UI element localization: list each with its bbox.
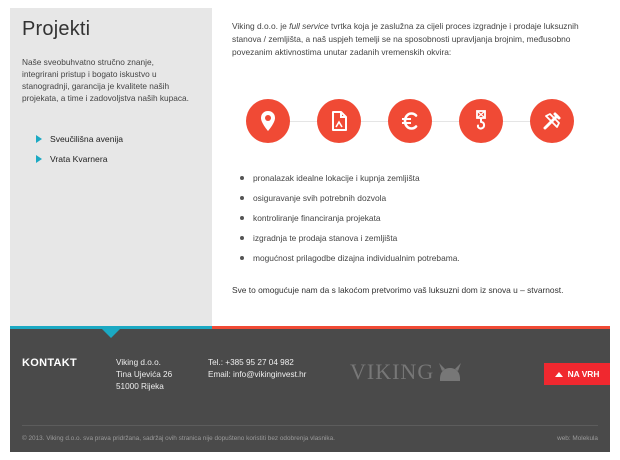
project-link-label: Vrata Kvarnera [50, 154, 108, 164]
tools-icon [530, 99, 574, 143]
project-list [36, 134, 123, 174]
page-frame [10, 8, 610, 452]
footer-divider [22, 425, 598, 426]
list-item: pronalazak idealne lokacije i kupnja zemljišta [240, 173, 460, 193]
list-item: mogućnost prilagodbe dizajna individualnim potrebama. [240, 253, 460, 273]
closing-paragraph: Sve to omogućuje nam da s lakoćom pretvorimo vaš luksuzni dom iz snova u – stvarnost. [232, 285, 564, 295]
footer-address [116, 357, 172, 393]
location-pin-icon [246, 99, 290, 143]
triangle-bullet-icon [36, 155, 42, 163]
copyright-text: © 2013. Viking d.o.o. sva prava pridržana, sadržaj ovih stranica nije dopušteno koristiti bez odobrenja vlasnika. [22, 435, 335, 442]
project-link-vrata-kvarnera[interactable] [36, 154, 123, 164]
list-item: osiguravanje svih potrebnih dozvola [240, 193, 460, 213]
project-link-sveucilisna-avenija[interactable] [36, 134, 123, 144]
company-name: Viking d.o.o. [116, 358, 161, 367]
sidebar [10, 8, 212, 326]
footer-contact-info [208, 357, 306, 381]
intro-text-end: tvrtka koja je zaslužna za cijeli proces izgradnje i prodaje luksuznih stanova / zemljišta, a naš uspjeh temelji se na sposobnosti upravljanja brojnim, međusobno povezanim aktivnostima unutar zadanih vremenskih okvira: [232, 21, 579, 57]
page-title: Projekti [22, 18, 91, 40]
list-item: kontroliranje financiranja projekata [240, 213, 460, 233]
back-to-top-label: NA VRH [567, 369, 600, 379]
list-item: izgradnja te prodaja stanova i zemljišta [240, 233, 460, 253]
footer-contact-heading: KONTAKT [22, 357, 78, 369]
logo-wordmark: VIKING [350, 359, 435, 384]
crane-hook-icon [459, 99, 503, 143]
euro-icon [388, 99, 432, 143]
arrow-up-icon [555, 372, 563, 377]
sidebar-intro: Naše sveobuhvatno stručno znanje, integrirani pristup i bogato iskustvo u stanogradnji, garancija je kvalitete naših projekata, a time i zadovoljstva naših kupaca. [22, 57, 189, 103]
main-content [232, 20, 592, 295]
footer [10, 329, 610, 452]
city-address: 51000 Rijeka [116, 382, 164, 391]
back-to-top-button[interactable] [544, 363, 610, 385]
intro-text-start: Viking d.o.o. je [232, 21, 290, 31]
service-icon-row [246, 99, 576, 145]
viking-helmet-icon [437, 359, 463, 385]
web-credit-link[interactable]: web: Molekula [557, 435, 598, 442]
triangle-bullet-icon [36, 135, 42, 143]
service-list [240, 173, 460, 273]
intro-paragraph [232, 20, 592, 59]
phone-number: Tel.: +385 95 27 04 982 [208, 358, 294, 367]
viking-logo [350, 359, 463, 385]
street-address: Tina Ujevića 26 [116, 370, 173, 379]
section-pointer [102, 329, 120, 338]
document-icon [317, 99, 361, 143]
intro-text-emphasis: full service [289, 21, 329, 31]
project-link-label: Sveučilišna avenija [50, 134, 124, 144]
email-link[interactable]: Email: info@vikinginvest.hr [208, 370, 307, 379]
